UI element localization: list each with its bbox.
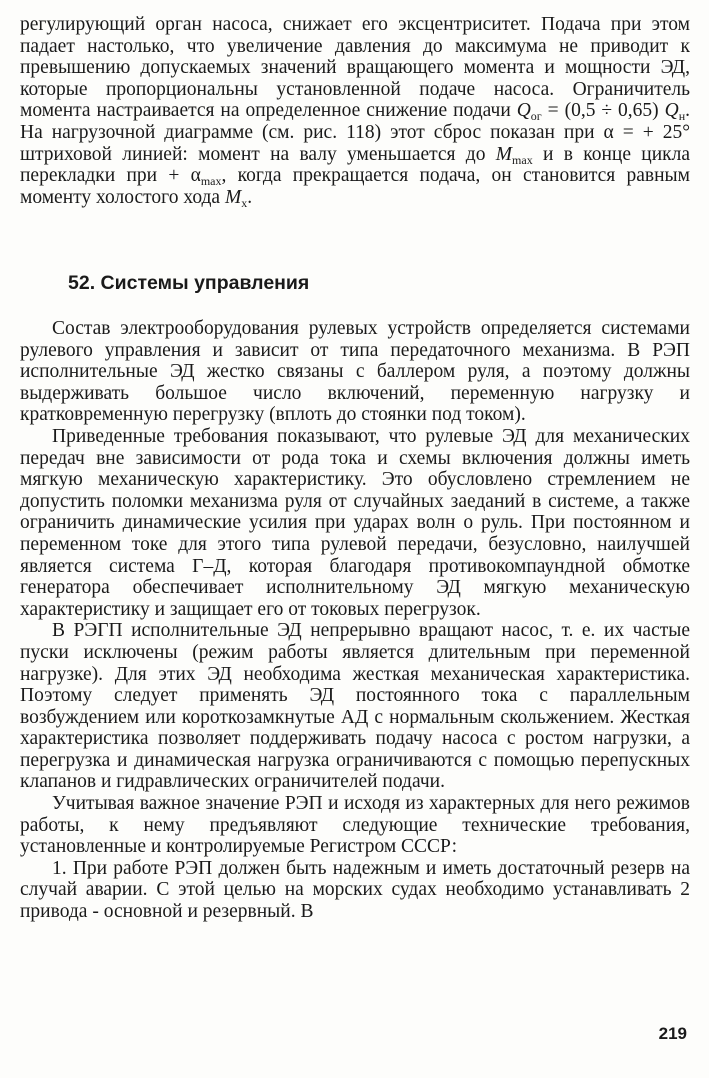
intro-paragraph: регулирующий орган насоса, снижает его эксцентриситет. Подача при этом падает настолько, что увеличение давления до максимума не приводит к превышению допускаемых значений вращающего момента и мощности ЭД, которые пропорциональны установленной подаче насоса. Ограничитель момента настраивается на определенное снижение подачи $Q_{ог} = (0,5 \div 0,65)$ $Q_н$. На нагрузочной диаграмме (см. рис. 118) этот сброс показан при α = + 25° штриховой линией: момент на валу уменьшается до $M_{max}$ и в конце цикла перекладки при + $\alpha_{max}$, когда прекращается подача, он становится равным моменту холостого хода $M_х$. xyxy=(20,14,691,210)
paragraph-register: Учитывая важное значение РЭП и исходя из характерных для него режимов работы, к нему предъявляют следующие технические требования, установленные и контролируемые Регистром СССР: xyxy=(20,793,690,858)
paragraph-regp: В РЭГП исполнительные ЭД непрерывно вращают насос, т. е. их частые пуски исключены (режим работы является длительным при переменной нагрузке). Для этих ЭД необходима жесткая механическая характеристика. Поэтому следует применять ЭД постоянного тока с параллельным возбуждением или короткозамкнутые АД с нормальным скольжением. Жесткая характеристика позволяет поддерживать подачу насоса с ростом нагрузки, а перегрузка и динамическая нагрузка ограничиваются с помощью перепускных клапанов и гидравлических ограничителей подачи. xyxy=(20,620,690,793)
section-heading: 52. Системы управления xyxy=(68,272,310,294)
page-number: 219 xyxy=(658,1024,687,1043)
paragraph-composition: Состав электрооборудования рулевых устройств определяется системами рулевого управления и зависит от типа передаточного механизма. В РЭП исполнительные ЭД жестко связаны с баллером руля, а поэтому должны выдерживать большое число включений, переменную нагрузку и кратковременную перегрузку (вплоть до стоянки под током). xyxy=(20,318,690,426)
body-text xyxy=(20,318,690,923)
paragraph-item-1: 1. При работе РЭП должен быть надежным и иметь достаточный резерв на случай аварии. С этой целью на морских судах необходимо устанавливать 2 привода - основной и резервный. В xyxy=(20,857,690,923)
paragraph-requirements: Приведенные требования показывают, что рулевые ЭД для механических передач вне зависимости от рода тока и схемы включения должны иметь мягкую механическую характеристику. Это обусловлено стремлением не допустить поломки механизма руля от случайных заеданий в системе, а также ограничить динамические усилия при ударах волн о руль. При постоянном и переменном токе для этого типа рулевой передачи, безусловно, наилучшей является система Г–Д, которая благодаря противокомпаундной обмотке генератора обеспечивает исполнительному ЭД мягкую механическую характеристику и защищает его от токовых перегрузок. xyxy=(20,425,690,620)
